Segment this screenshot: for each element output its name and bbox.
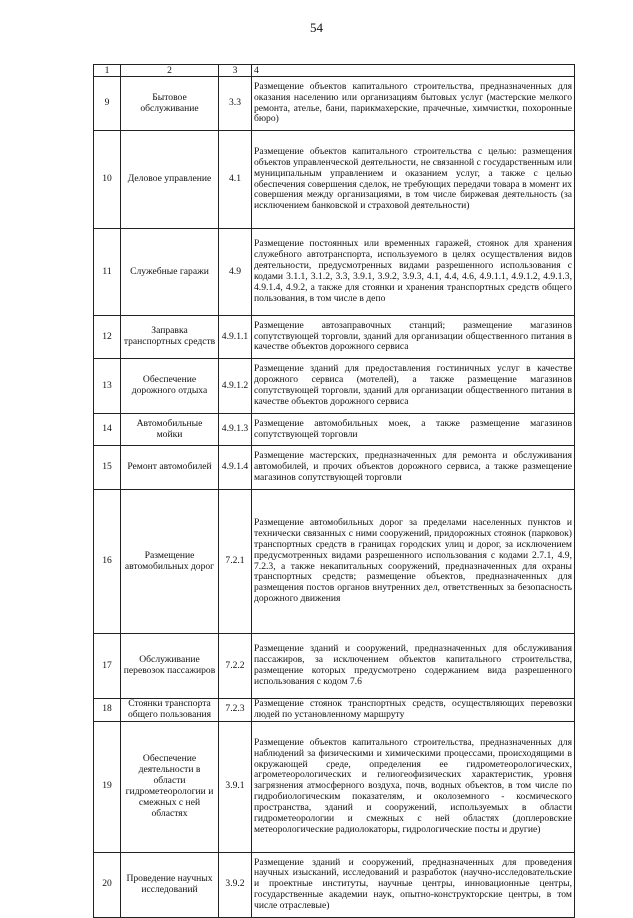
row-code: 3.3 — [219, 77, 252, 131]
row-description: Размещение объектов капитального строительства, предназначенных для оказания населению или организациям бытовых услуг (мастерские мелкого ремонта, ателье, бани, парикмахерские, прачечные, химчистки, похоронные бюро) — [252, 77, 575, 131]
row-code: 7.2.2 — [219, 634, 252, 699]
row-description: Размещение зданий и сооружений, предназначенных для проведения научных изысканий, исследований и разработок (научно-исследовательские и проектные институты, научные центры, инновационные центры, государственные академии наук, опытно-конструкторские центры, в том числе отраслевые) — [252, 852, 575, 917]
row-code: 4.1 — [219, 131, 252, 229]
row-number: 13 — [94, 359, 121, 414]
row-number: 14 — [94, 414, 121, 446]
row-code: 4.9.1.1 — [219, 316, 252, 359]
row-name: Заправка транспортных средств — [121, 316, 219, 359]
header-cell: 2 — [121, 65, 219, 77]
row-code: 3.9.1 — [219, 721, 252, 852]
row-description: Размещение объектов капитального строительства с целью: размещения объектов управленческой деятельности, не связанной с государственным или муниципальным управлением и оказанием услуг, а также с целью обеспечения совершения сделок, не требующих передачи товара в момент их совершения между организациями, в том числе биржевая деятельность (за исключением банковской и страховой деятельности) — [252, 131, 575, 229]
page-number: 54 — [310, 20, 323, 35]
land-use-table — [93, 64, 575, 918]
table-row — [94, 77, 575, 131]
table-row — [94, 359, 575, 414]
row-number: 20 — [94, 852, 121, 917]
row-description: Размещение стоянок транспортных средств, осуществляющих перевозки людей по установленному маршруту — [252, 699, 575, 722]
header-cell: 4 — [252, 65, 575, 77]
row-description: Размещение зданий для предоставления гостиничных услуг в качестве дорожного сервиса (мотелей), а также размещение магазинов сопутствующей торговли, зданий для организации общественного питания в качестве объектов дорожного сервиса — [252, 359, 575, 414]
row-number: 12 — [94, 316, 121, 359]
row-number: 19 — [94, 721, 121, 852]
table-header-row — [94, 65, 575, 77]
row-code: 4.9.1.4 — [219, 446, 252, 490]
row-description: Размещение объектов капитального строительства, предназначенных для наблюдений за физическими и химическими процессами, происходящими в окружающей среде, определения ее гидрометеорологических, агрометеорологических и гелиогеофизических характеристик, уровня загрязнения атмосферного воздуха, почв, водных объектов, в том числе по гидробиологическим показателям, и околоземного - космического пространства, зданий и сооружений, используемых в области гидрометеорологии и смежных с ней областях (доплеровские метеорологические радиолокаторы, гидрологические посты и другие) — [252, 721, 575, 852]
row-description: Размещение автозаправочных станций; размещение магазинов сопутствующей торговли, зданий для организации общественного питания в качестве объектов дорожного сервиса — [252, 316, 575, 359]
row-name: Размещение автомобильных дорог — [121, 490, 219, 634]
table-row — [94, 852, 575, 917]
row-description: Размещение мастерских, предназначенных для ремонта и обслуживания автомобилей, и прочих объектов дорожного сервиса, а также размещение магазинов сопутствующей торговли — [252, 446, 575, 490]
row-number: 9 — [94, 77, 121, 131]
row-name: Обеспечение деятельности в области гидрометеорологии и смежных с ней областях — [121, 721, 219, 852]
row-number: 15 — [94, 446, 121, 490]
table-row — [94, 131, 575, 229]
row-name: Стоянки транспорта общего пользования — [121, 699, 219, 722]
row-number: 10 — [94, 131, 121, 229]
row-number: 16 — [94, 490, 121, 634]
table-row — [94, 634, 575, 699]
row-code: 4.9.1.2 — [219, 359, 252, 414]
table-row — [94, 316, 575, 359]
table-row — [94, 446, 575, 490]
row-description: Размещение постоянных или временных гаражей, стоянок для хранения служебного автотранспорта, используемого в целях осуществления видов деятельности, предусмотренных видами разрешенного использования с кодами 3.1.1, 3.1.2, 3.3, 3.9.1, 3.9.2, 3.9.3, 4.1, 4.4, 4.6, 4.9.1.1, 4.9.1.2, 4.9.1.3, 4.9.1.4, 4.9.2, а также для стоянки и хранения транспортных средств общего пользования, в том числе в депо — [252, 229, 575, 316]
row-number: 11 — [94, 229, 121, 316]
row-description: Размещение автомобильных моек, а также размещение магазинов сопутствующей торговли — [252, 414, 575, 446]
table-row — [94, 490, 575, 634]
row-code: 3.9.2 — [219, 852, 252, 917]
row-code: 7.2.3 — [219, 699, 252, 722]
row-name: Проведение научных исследований — [121, 852, 219, 917]
table-row — [94, 229, 575, 316]
table-row — [94, 414, 575, 446]
table-row — [94, 721, 575, 852]
row-code: 4.9 — [219, 229, 252, 316]
row-number: 18 — [94, 699, 121, 722]
row-description: Размещение автомобильных дорог за пределами населенных пунктов и технически связанных с ними сооружений, придорожных стоянок (парковок) транспортных средств в границах городских улиц и дорог, за исключением предусмотренных видами разрешенного использования с кодами 2.7.1, 4.9, 7.2.3, а также некапитальных сооружений, предназначенных для охраны транспортных средств; размещение объектов, предназначенных для размещения постов органов внутренних дел, ответственных за безопасность дорожного движения — [252, 490, 575, 634]
row-name: Обеспечение дорожного отдыха — [121, 359, 219, 414]
row-code: 7.2.1 — [219, 490, 252, 634]
table-body — [94, 65, 575, 918]
header-cell: 1 — [94, 65, 121, 77]
row-name: Деловое управление — [121, 131, 219, 229]
row-name: Бытовое обслуживание — [121, 77, 219, 131]
table-row — [94, 699, 575, 722]
header-cell: 3 — [219, 65, 252, 77]
row-name: Ремонт автомобилей — [121, 446, 219, 490]
row-description: Размещение зданий и сооружений, предназначенных для обслуживания пассажиров, за исключением объектов капитального строительства, размещение которых предусмотрено содержанием вида разрешенного использования с кодом 7.6 — [252, 634, 575, 699]
row-name: Обслуживание перевозок пассажиров — [121, 634, 219, 699]
row-name: Служебные гаражи — [121, 229, 219, 316]
row-name: Автомобильные мойки — [121, 414, 219, 446]
row-number: 17 — [94, 634, 121, 699]
row-code: 4.9.1.3 — [219, 414, 252, 446]
